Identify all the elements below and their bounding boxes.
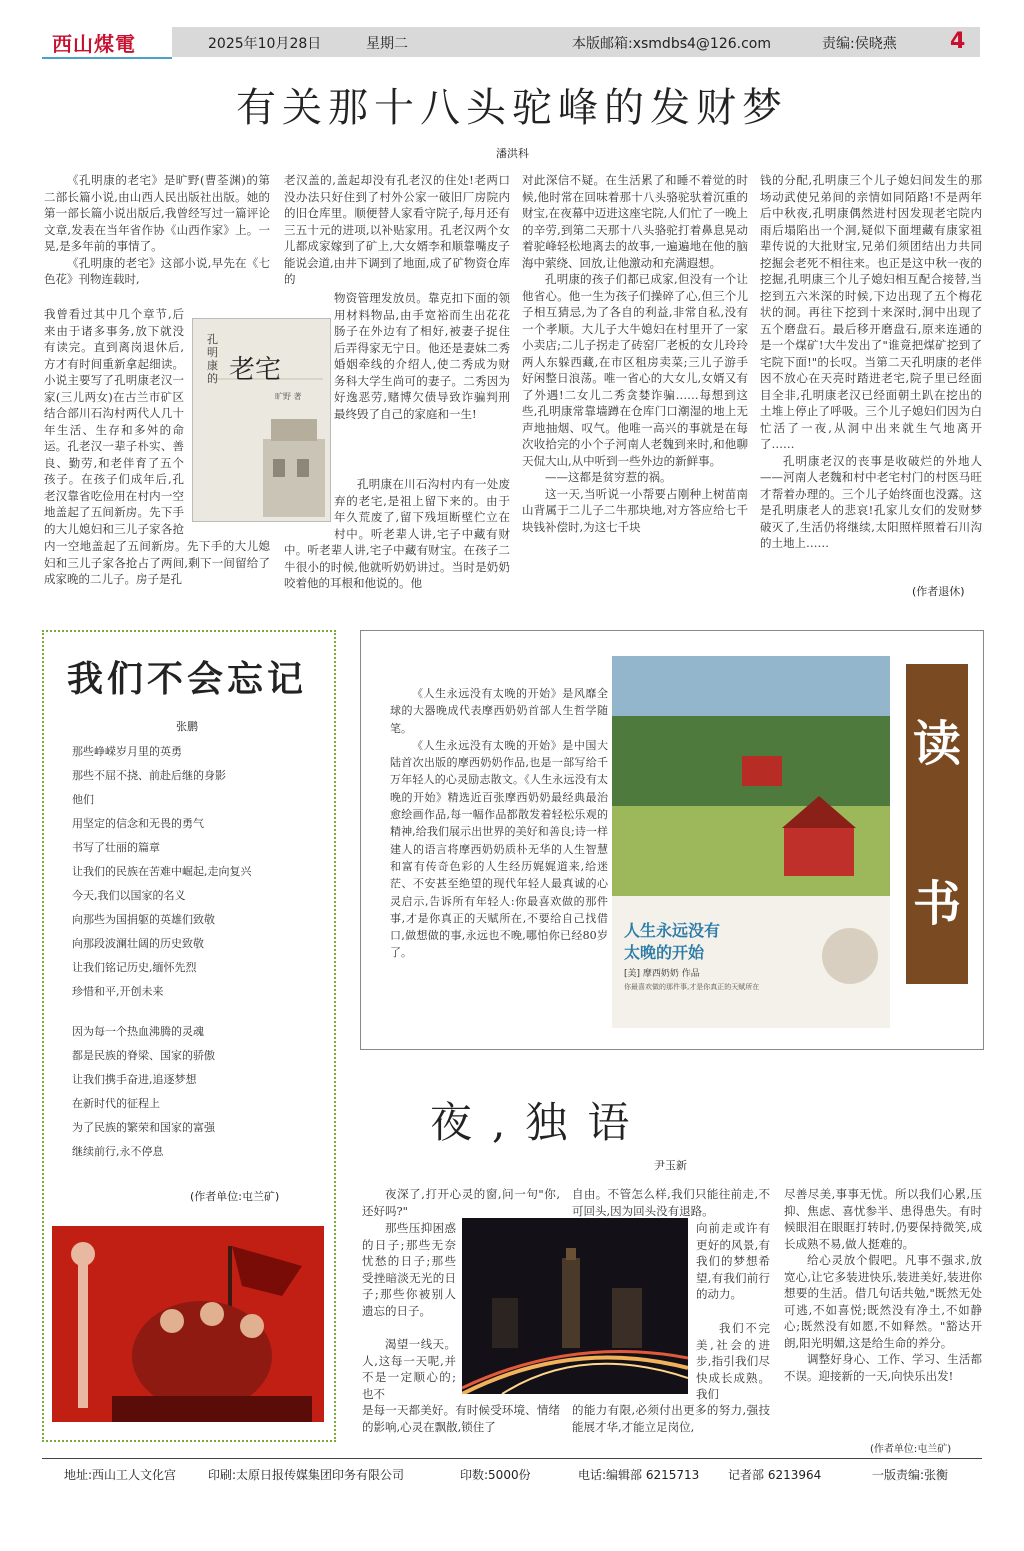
poem-line: 珍惜和平,开创未来 [72,985,164,998]
poem-line: 向那段波澜壮阔的历史致敬 [72,937,204,950]
article1-col1-bottom [44,538,270,596]
book-cover-moses [612,656,890,1028]
footer-phone: 电话:编辑部 6215713 [578,1468,700,1482]
article3-col1-bottom [362,1402,560,1440]
article1-col4 [760,172,982,582]
article1-col3 [522,172,748,598]
night-city-illustration [462,1218,688,1394]
footer-reporter-phone: 记者部 6213964 [728,1468,822,1482]
article3-col2-top [572,1186,770,1220]
header-editor: 责编:侯晓燕 [822,36,897,52]
paragraph: 夜深了,打开心灵的窗,问一句"你,还好吗?" [362,1187,560,1218]
article1-col2-lower [334,476,510,542]
article3-title: 夜,独语 [430,1098,650,1147]
paragraph: 孔明康的孩子们都已成家,但没有一个让他省心。他一生为孩子们操碎了心,但三个儿子相互猜忌,为了各自的利益,非常自私,没有一个孝顺。大儿子大牛媳妇在村里开了一家小卖店;二儿子拐走了砖窑厂老板的女儿玲玲两人东躲西藏,在市区租房卖菜;三儿子游手好闲整日浪荡。唯一省心的大女儿,女婿又有了外遇!二女儿二秀贪婪诈骗……每想到这些,孔明康常靠墙蹲在仓库门口潮湿的地上无声地抽烟、叹气。他唯一高兴的事就是在每次收拾完的小个子河南人老魏到来时,和他聊天侃大山,从中听到一些外边的新鲜事。 [522,272,748,468]
poem-line: 继续前行,永不停息 [72,1145,164,1158]
article3-col3 [784,1186,982,1440]
paragraph: 我曾看过其中几个章节,后来由于诸多事务,放下就没有读完。直到离岗退休后,方才有时间重新拿起细读。小说主要写了孔明康老汉一家(三儿两女)在古兰市矿区结合部川石沟村两代人几十年生活、生存和多舛的命运。孔老汉一辈子朴实、善良、勤劳,和老伴育了五个孩子。在孩子们成年后,孔老汉靠省吃俭用在村内一空地盖起了五间新房。先下手的大儿媳妇和三儿子家各抢 [44,307,184,536]
paragraph: 内一空地盖起了五间新房。先下手的大儿媳妇和三儿子家各抢占了两间,剩下一间留给了成家晚的二儿子。房子是孔 [44,539,270,586]
page-number: 4 [950,29,966,54]
paragraph: 中。听老辈人讲,宅子中藏有财宝。在孩子二牛很小的时候,他就听奶奶讲过。当时是奶奶咬着他的耳根和他说的。他 [284,543,510,590]
book-label: 孔明康的 [207,333,218,385]
poem-line: 那些峥嵘岁月里的英勇 [72,745,182,758]
book-cover-laozhai [192,318,331,522]
article1-col1 [44,172,270,304]
footer-address: 地址:西山工人文化宫 [64,1468,177,1482]
paragraph: 我们不完美,社会的进步,指引我们尽快成长成熟。我们 [696,1321,770,1401]
poem-line: 让我们的民族在苦难中崛起,走向复兴 [72,865,252,878]
article1-note: (作者退休) [912,585,965,598]
paragraph: 《孔明康的老宅》这部小说,早先在《七色花》刊物连载时, [44,255,270,286]
header-email: 本版邮箱:xsmdbs4@126.com [572,36,771,52]
poem-line: 那些不屈不挠、前赴后继的身影 [72,769,226,782]
reading-text [390,685,608,962]
article3-col2-low [696,1320,770,1402]
red-painting [52,1226,324,1422]
paragraph: 是每一天都美好。有时候受环境、情绪的影响,心灵在飘散,锁住了 [362,1403,560,1434]
footer-printer: 印刷:太原日报传媒集团印务有限公司 [208,1468,405,1482]
poem-line: 他们 [72,793,94,806]
book-title: 老宅 [229,355,282,385]
paragraph: 《孔明康的老宅》是旷野(曹荃渊)的第二部长篇小说,由山西人民出版社出版。她的第一部长篇小说出版后,我曾经写过一篇评论文章,发表在当年省作协《山西作家》上。一晃,是多年前的事情了。 [44,173,270,253]
paragraph: 孔明康老汉的丧事是收破烂的外地人——河南人老魏和村中老宅村门的村医马旺才帮着办理的。三个儿子始终面也没露。这是孔明康老人的悲哀!孔家儿女们的发财梦破灭了,生活仍将继续,太阳照样照着石川沟的土地上…… [760,453,982,550]
paragraph: ——这都是贫穷惹的祸。 [545,470,672,484]
article1-author: 潘洪科 [496,147,529,160]
paragraph: 对此深信不疑。在生活累了和睡不着觉的时候,他时常在回味着那十八头骆驼驮着沉重的财宝,在夜幕中迈进这座宅院,人们忙了一晚上的辛劳,到第二天那十八头骆驼打着鼻息晃动着驼峰轻松地离去的故事,一遍遍地在他的脑海中萦绕、回放,让他激动和充满遐想。 [522,173,748,270]
poem-line: 让我们携手奋进,追逐梦想 [72,1073,197,1086]
cover-title-line-2: 太晚的开始 [624,943,705,962]
poem-line: 向那些为国捐躯的英雄们致敬 [72,913,215,926]
cover-title-line-1: 人生永远没有 [624,921,721,940]
paragraph: 尽善尽美,事事无忧。所以我们心累,压抑、焦虑、喜忧参半、患得患失。有时候眼泪在眼眶打转时,仍要保持微笑,成长成熟不易,做人挺难的。 [784,1187,982,1251]
footer-chief-editor: 一版责编:张衡 [872,1468,949,1482]
paragraph: 的能力有限,必须付出更多的努力,强技能展才华,才能立足岗位, [572,1403,770,1434]
article1-col2-mid [334,290,510,476]
article3-col1-low [362,1336,456,1402]
poem-stanza-2 [72,1020,322,1164]
article3-col2-bottom [572,1402,770,1440]
article1-title: 有关那十八头驼峰的发财梦 [236,85,788,131]
article3-author: 尹玉新 [654,1159,687,1172]
night-street-photo [462,1218,688,1394]
heroes-illustration [52,1226,324,1422]
poem-title: 我们不会忘记 [66,658,307,700]
paragraph: 钱的分配,孔明康三个儿子媳妇间发生的那场动武使兄弟间的亲情如同陌路!不是两年后中秋夜,孔明康偶然进村因发现老宅院内雨后塌陷出一个洞,疑似下面埋藏有康家祖辈传说的大批财宝,兄弟们须团结出力共同挖掘会老死不相往来。也正是这中秋一夜的挖掘,孔明康三个儿子媳妇相互配合接替,当挖到五六米深的时候,下边出现了五个梅花状的洞。再往下挖到十来深时,洞中出现了五个磨盘石。最后移开磨盘石,原来连通的是一个煤矿!大牛发出了"谁竟把煤矿挖到了宅院下面!"的长叹。当第二天孔明康的老伴因不放心在天亮时踏进老宅,院子里已经面目全非,孔明康老汉已经面朝土趴在挖出的土堆上停止了呼吸。三个儿子媳妇们因为白忙活了一夜,从洞中出来就生气地离开了…… [760,173,982,451]
poem-line: 在新时代的征程上 [72,1097,160,1110]
footer-print-count: 印数:5000份 [460,1468,531,1482]
poem-line: 都是民族的脊梁、国家的骄傲 [72,1049,215,1062]
header-weekday: 星期二 [366,36,408,52]
poem-stanza-1 [72,740,322,1004]
paragraph: 自由。不管怎么样,我们只能往前走,不可回头,因为回头没有退路。 [572,1187,770,1218]
paragraph: 向前走或许有更好的风景,有我们的梦想希望,有我们前行的动力。 [696,1221,770,1301]
poem-line: 用坚定的信念和无畏的勇气 [72,817,204,830]
section-label-reading [906,664,968,984]
article3-col2-mid [696,1220,770,1320]
poem-line: 让我们铭记历史,缅怀先烈 [72,961,197,974]
section-label-char: 读 [912,716,961,772]
poem-line: 为了民族的繁荣和国家的富强 [72,1121,215,1134]
cover-tagline: 你最喜欢做的那件事,才是你真正的天赋所在 [624,983,760,991]
article1-col2-top [284,172,510,288]
book-author: 旷野 著 [275,392,302,401]
masthead-underline [42,57,172,59]
article1-col2-bottom [284,542,510,596]
section-label-char: 书 [912,876,961,932]
poem-line: 书写了壮丽的篇章 [72,841,160,854]
paragraph: 渴望一线天。人,这每一天呢,并不是一定顺心的;也不 [362,1337,456,1401]
paragraph: 给心灵放个假吧。凡事不强求,放宽心,让它多装进快乐,装进美好,装进你想要的生活。借几句话共勉,"既然无处可逃,不如喜悦;既然没有净土,不如静心;既然没有如愿,不如释然。"豁达开朗,阳光明媚,这是给生命的养分。 [784,1253,982,1350]
article1-col1-narrow [44,306,184,538]
poem-note: (作者单位:屯兰矿) [190,1190,280,1203]
paragraph: 物资管理发放员。靠克扣下面的领用材料物品,由手宽裕而生出花花肠子在外边有了相好,被妻子捉住后弄得家无宁日。他还是妻妹二秀婚姻牵线的介绍人,使二秀成为财务科大学生尚可的妻子。二秀因为好逸恶劳,赌博欠债导致诈骗判刑最终毁了自己的家庭和一生! [334,291,510,421]
paragraph: 《人生永远没有太晚的开始》是风靡全球的大器晚成代表摩西奶奶首部人生哲学随笔。 [390,687,608,735]
masthead-logo: 西山煤電 [52,32,136,56]
cover-author: [美] 摩西奶奶 作品 [624,969,700,979]
paragraph: 这一天,当听说一小帮要占刚种上树苗南山背属于二儿子二牛那块地,对方答应给七千块钱补偿时,为这七千块 [522,486,748,534]
paragraph: 那些压抑困惑的日子;那些无奈忧愁的日子;那些受挫暗淡无光的日子;那些你被别人遗忘的日子。 [362,1221,456,1318]
article3-col1-mid [362,1220,456,1336]
footer-rule [42,1458,982,1459]
poem-author: 张鹏 [176,720,198,733]
poem-line: 因为每一个热血沸腾的灵魂 [72,1025,204,1038]
paragraph: 老汉盖的,盖起却没有孔老汉的住处!老两口没办法只好住到了村外公家一破旧厂房院内的旧仓库里。顺便替人家看守院子,每月还有三五十元的进项,以补贴家用。孔老汉两个女儿都成家嫁到了矿上,大女婿李和顺靠嘴皮子能说会道,由井下调到了地面,成了矿物资仓库的 [284,173,510,286]
header-date: 2025年10月28日 [208,36,322,52]
paragraph: 《人生永远没有太晚的开始》是中国大陆首次出版的摩西奶奶作品,也是一部写给千万年轻人的心灵励志散文。《人生永远没有太晚的开始》精选近百张摩西奶奶最经典最治愈绘画作品,每一幅作品都散发着轻松乐观的精神,给我们展示出世界的美好和善良;诗一样建人的语言将摩西奶奶质朴无华的人生智慧和富有传奇色彩的人生经历娓娓道来,给迷茫、不安甚至绝望的现代年轻人最真诚的心灵启示,告诉所有年轻人:你最喜欢做的那件事,才是你真正的天赋所在,不要给自己找借口,做想做的事,永远也不晚,哪怕你已经80岁了。 [390,738,608,960]
paragraph: 调整好身心、工作、学习、生活都不误。迎接新的一天,向快乐出发! [784,1352,982,1383]
poem-line: 今天,我们以国家的名义 [72,889,186,902]
paragraph: 孔明康在川石沟村内有一处废弃的老宅,是祖上留下来的。由于年久荒废了,留下残垣断壁伫立在村中。听老辈人讲,宅子中藏有财 [334,477,510,541]
article3-note: (作者单位:屯兰矿) [870,1444,952,1455]
article3-col1-top [362,1186,560,1220]
